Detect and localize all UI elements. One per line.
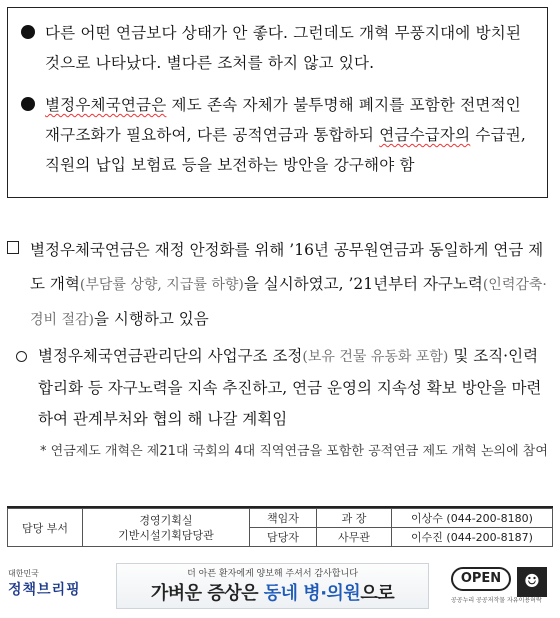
role-cell: 책임자	[250, 509, 317, 528]
role-cell: 담당자	[250, 528, 317, 547]
korea-policy-briefing-logo[interactable]	[8, 568, 88, 608]
kogl-open-license-badge[interactable]	[451, 567, 549, 609]
text-run: 및 조직·인력 합리화 등 자구노력을 지속 추진하고, 연금 운영의 지속성 확보 방안을 마련하여 관계부처와 협의 해 나갈 계획임	[38, 347, 542, 428]
banner-title	[117, 579, 428, 605]
summary-bullet-2	[21, 90, 541, 180]
summary-bullet-1-text: 다른 어떤 연금보다 상태가 안 좋다. 그런데도 개혁 무풍지대에 방치된 것으로 나타났다. 별다른 조처를 하지 않고 있다.	[45, 24, 522, 72]
dept-cell	[83, 509, 250, 547]
summary-bullet-1	[21, 18, 541, 78]
paragraph-2	[16, 341, 553, 435]
person-cell: 이수진 (044-200-8187)	[392, 528, 553, 547]
parenthetical: (부담률 상향, 지급률 하향)	[79, 277, 244, 293]
text-run: 가벼운 증상은	[150, 583, 264, 604]
text-run: 을 실시하였고, ’21년부터 자구노력	[243, 275, 483, 293]
parenthetical: (인력감축·경비 절감)	[30, 277, 547, 328]
circle-bullet-icon	[16, 351, 27, 362]
person-cell: 이상수 (044-200-8180)	[392, 509, 553, 528]
banner-highlight: 동네 병·의원	[263, 583, 361, 604]
text-run: 수급권, 직원의 납입 보험료 등을 보전하는 방안을 강구해야 함	[45, 126, 527, 174]
attribution-person-icon: ☻	[517, 567, 547, 597]
logo-caption: 대한민국	[8, 569, 39, 578]
square-bullet-icon	[7, 241, 19, 254]
dept-name-1: 경영기획실	[139, 513, 193, 527]
summary-box	[7, 7, 548, 198]
title-cell: 사무관	[317, 528, 392, 547]
text-run: 별정우체국연금관리단의 사업구조 조정	[38, 347, 303, 365]
open-label: OPEN	[451, 567, 511, 591]
text-run: 별정우체국연금은 재정 안정화를 위해 ’16년 공무원연금과 동일하게 연금 제도 개혁	[30, 241, 544, 293]
parenthetical: (보유 건물 유동화 포함)	[302, 349, 449, 365]
bullet-icon	[21, 97, 35, 111]
table-row	[8, 509, 553, 528]
text-run: 을 시행하고 있음	[94, 310, 209, 328]
term-underlined: 연금수급자의	[379, 126, 471, 144]
campaign-banner[interactable]	[116, 563, 429, 609]
text-run: 으로	[360, 583, 395, 604]
term-underlined: 별정우체국연금은	[45, 96, 167, 114]
summary-bullet-2-text	[21, 90, 541, 180]
logo-text: 정책브리핑	[8, 582, 81, 598]
footnote: * 연금제도 개혁은 제21대 국회의 4대 직역연금을 포함한 공적연금 제도 개혁 논의에 참여	[40, 444, 548, 459]
paragraph-1-text	[7, 233, 553, 337]
text-run: 제도 존속 자체가 불투명해 폐지를 포함한 전면적인 재구조화가 필요하여, 다른 공적연금과 통합하되	[45, 96, 521, 144]
title-cell: 과 장	[317, 509, 392, 528]
banner-subtitle: 더 아픈 환자에게 양보해 주셔서 감사합니다	[187, 569, 358, 579]
paragraph-1	[7, 233, 553, 337]
open-license-caption: 공공누리 공공저작물 자유이용허락	[451, 597, 542, 604]
dept-name-2: 기반시설기획담당관	[118, 528, 214, 542]
bullet-icon	[21, 25, 35, 39]
dept-label-cell: 담당 부서	[8, 509, 83, 547]
contact-table	[7, 508, 553, 547]
paragraph-2-text	[16, 341, 553, 435]
